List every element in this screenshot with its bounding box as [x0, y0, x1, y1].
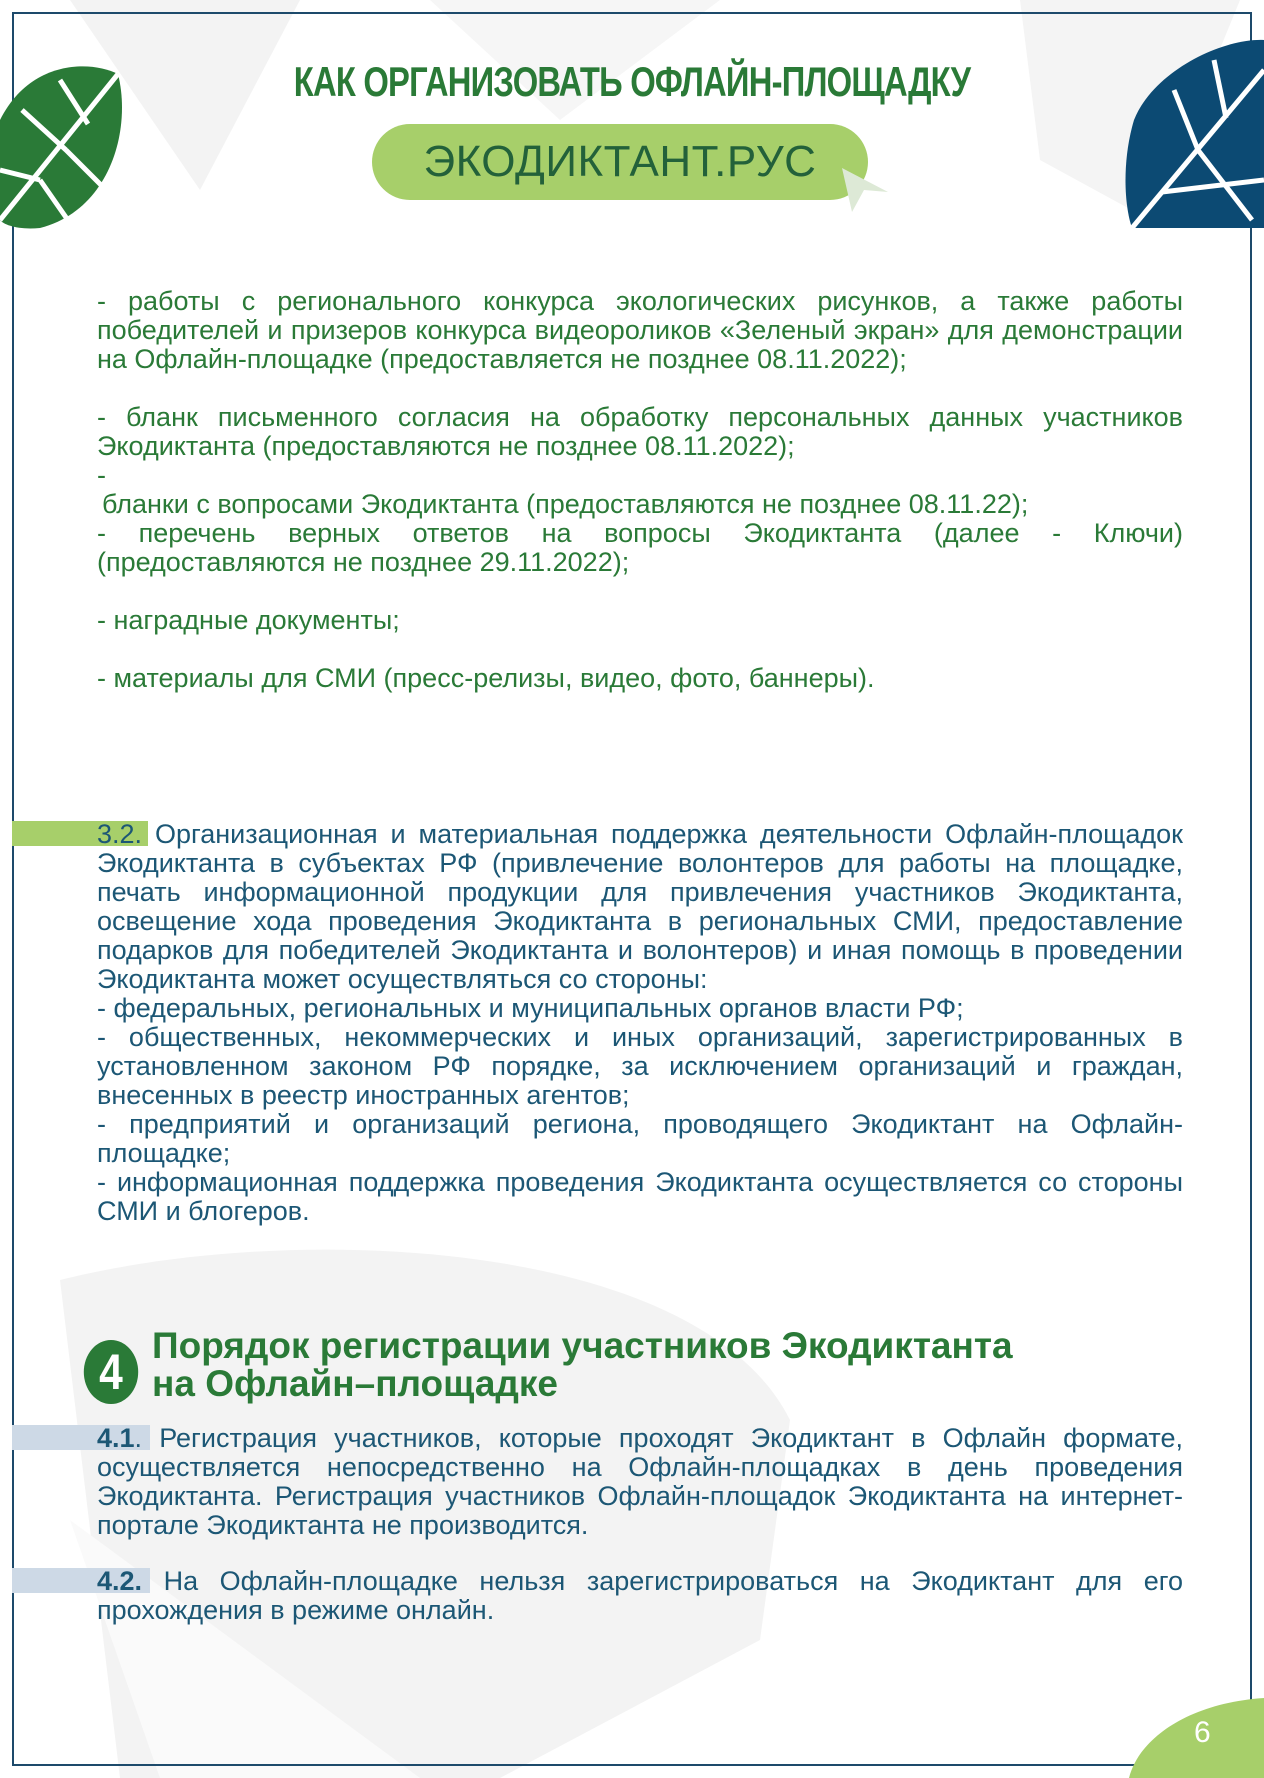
support-item: - информационная поддержка проведения Экодиктанта осуществляется со стороны СМИ и блогеров.: [97, 1167, 1183, 1226]
site-badge: ЭКОДИКТАНТ.РУС: [372, 124, 868, 200]
page-title: КАК ОРГАНИЗОВАТЬ ОФЛАЙН-ПЛОЩАДКУ: [293, 58, 971, 105]
clause-text: Организационная и материальная поддержка деятельности Офлайн-площадок Экодиктанта в субъектах РФ (привлечение волонтеров для работы на площадке, печать информационной продукции для привлечения участников Экодиктанта, освещение хода проведения Экодиктанта в региональных СМИ, предоставление подарков для победителей Экодиктанта и волонтеров) и иная помощь в проведении Экодиктанта может осуществляться со стороны:: [97, 819, 1183, 994]
material-item: - работы с регионального конкурса экологических рисунков, а также работы победителей и призеров конкурса видеороликов «Зеленый экран» для демонстрации на Офлайн-площадке (предоставляется не позднее 08.11.2022);: [97, 286, 1183, 374]
support-item: - общественных, некоммерческих и иных организаций, зарегистрированных в установленном законом РФ порядке, за исключением организаций и граждан, внесенных в реестр иностранных агентов;: [97, 1022, 1183, 1110]
section-heading-line: на Офлайн–площадке: [152, 1363, 558, 1404]
blue-leaf-icon: [1114, 30, 1264, 230]
clause-text: Регистрация участников, которые проходят Экодиктант в Офлайн формате, осуществляется непосредственно на Офлайн-площадках в день проведения Экодиктанта. Регистрация участников Офлайн-площадок Экодиктанта на интернет-портале Экодиктанта не производится.: [97, 1423, 1183, 1540]
support-item: - федеральных, региональных и муниципальных органов власти РФ;: [97, 993, 964, 1023]
section-heading-line: Порядок регистрации участников Экодиктанта: [152, 1325, 1013, 1366]
material-item: - наградные документы;: [97, 605, 400, 635]
clause-4-1: 4.1. Регистрация участников, которые проходят Экодиктант в Офлайн формате, осуществляется непосредственно на Офлайн-площадках в день проведения Экодиктанта. Регистрация участников Офлайн-площадок Экодиктанта на интернет-портале Экодиктанта не производится.: [97, 1423, 1183, 1540]
clause-number: 4.1: [97, 1423, 135, 1453]
clause-text: На Офлайн-площадке нельзя зарегистрироваться на Экодиктант для его прохождения в режиме онлайн.: [97, 1566, 1183, 1625]
section-3-2: [97, 820, 1183, 1226]
support-item: - предприятий и организаций региона, проводящего Экодиктант на Офлайн-площадке;: [97, 1109, 1183, 1168]
clause-4-2: [97, 1567, 1183, 1625]
clause-number: 3.2.: [97, 819, 143, 849]
section-heading: [152, 1327, 1152, 1403]
green-leaf-icon: [0, 40, 135, 230]
material-item: - бланк письменного согласия на обработку персональных данных участников Экодиктанта (предоставляются не позднее 08.11.2022);: [97, 402, 1183, 461]
speech-tail-icon: [842, 168, 888, 214]
material-dash: -: [97, 460, 106, 490]
section-number-badge: 4: [84, 1340, 138, 1404]
material-item: - материалы для СМИ (пресс-релизы, видео, фото, баннеры).: [97, 663, 875, 693]
materials-list: [97, 287, 1183, 693]
clause-number: 4.2.: [97, 1566, 143, 1596]
page-number: 6: [1194, 1716, 1211, 1749]
material-item: - перечень верных ответов на вопросы Экодиктанта (далее - Ключи) (предоставляются не позднее 29.11.2022);: [97, 518, 1183, 577]
material-item: бланки с вопросами Экодиктанта (предоставляются не позднее 08.11.22);: [102, 489, 1029, 519]
